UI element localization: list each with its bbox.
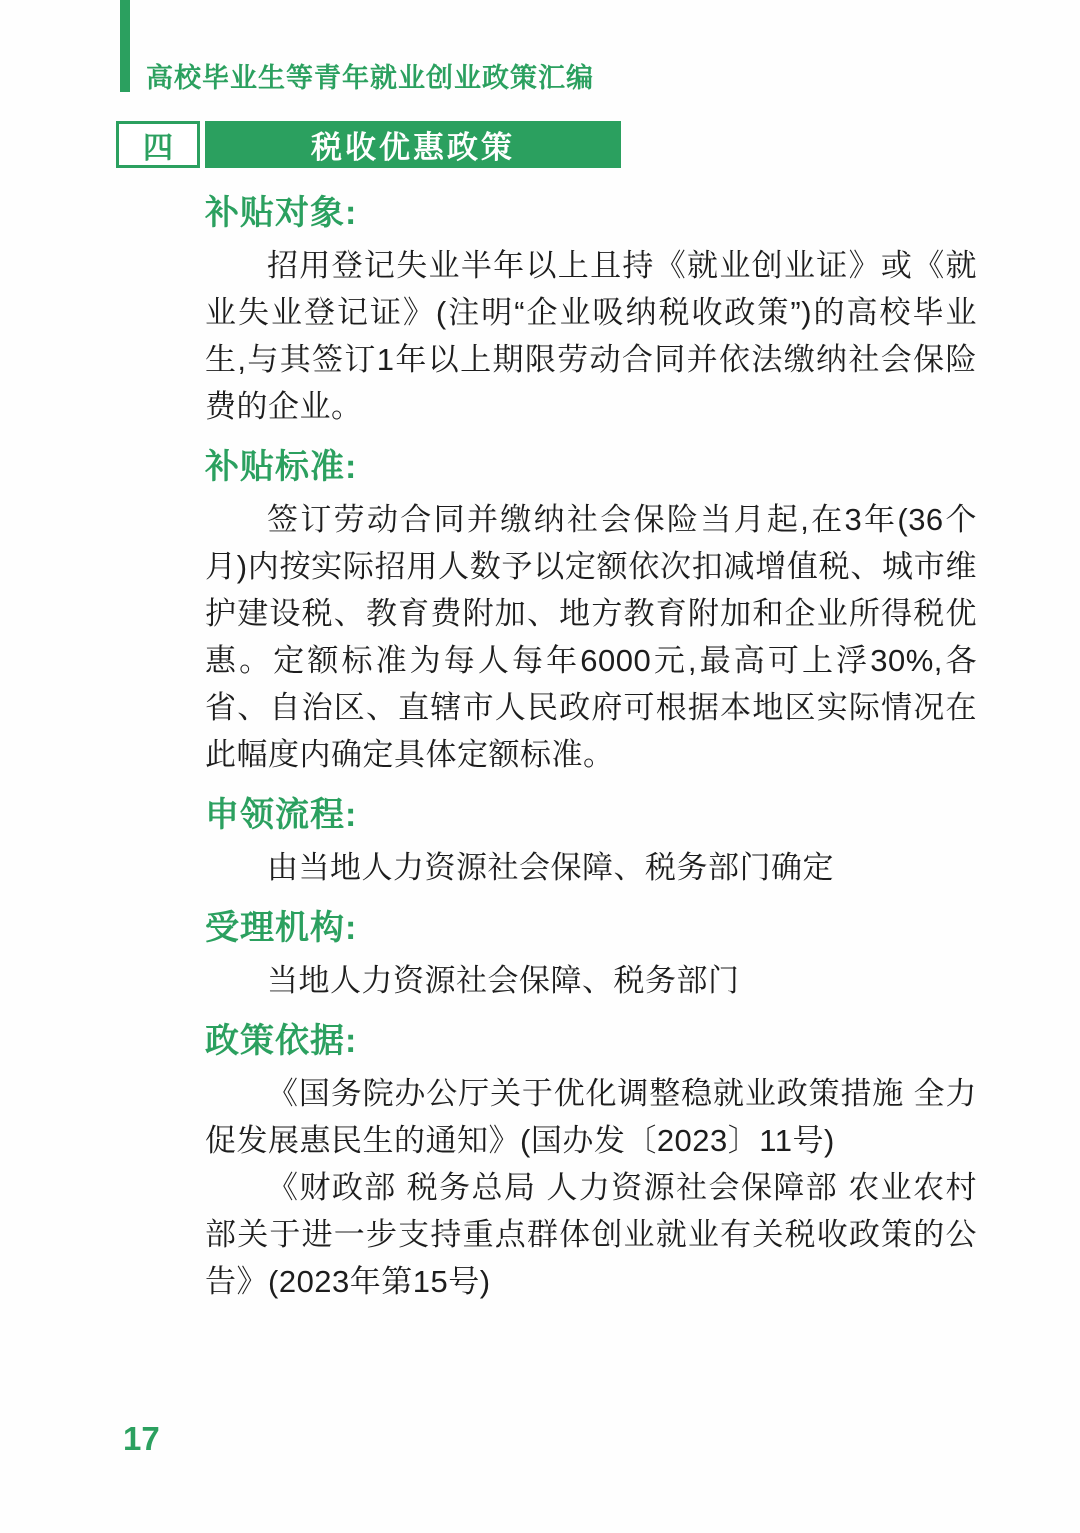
page-content — [205, 190, 977, 1305]
section-paragraph: 《财政部 税务总局 人力资源社会保障部 农业农村部关于进一步支持重点群体创业就业有关税收政策的公告》(2023年第15号) — [205, 1170, 977, 1299]
section-paragraph: 当地人力资源社会保障、税务部门 — [267, 963, 740, 998]
section-number-box: 四 — [116, 121, 200, 168]
section-heading: 申领流程: — [205, 796, 358, 834]
section-heading: 政策依据: — [205, 1022, 358, 1060]
header-accent-bar — [120, 0, 130, 92]
section-subsidy-target — [205, 190, 977, 430]
section-banner — [116, 121, 621, 168]
page-number: 17 — [123, 1420, 160, 1457]
section-policy-basis — [205, 1018, 977, 1305]
section-heading: 受理机构: — [205, 909, 358, 947]
section-subsidy-standard — [205, 444, 977, 778]
section-heading: 补贴标准: — [205, 448, 358, 486]
section-paragraph: 签订劳动合同并缴纳社会保险当月起,在3年(36个月)内按实际招用人数予以定额依次扣减增值税、城市维护建设税、教育费附加、地方教育附加和企业所得税优惠。定额标准为每人每年6000元,最高可上浮30%,各省、自治区、直辖市人民政府可根据本地区实际情况在此幅度内确定具体定额标准。 — [205, 502, 977, 772]
booklet-title: 高校毕业生等青年就业创业政策汇编 — [146, 63, 594, 93]
section-heading: 补贴对象: — [205, 194, 358, 232]
section-accepting-agency — [205, 905, 977, 1004]
section-paragraph: 《国务院办公厅关于优化调整稳就业政策措施 全力促发展惠民生的通知》(国办发〔2023〕11号) — [205, 1076, 977, 1158]
section-paragraph: 招用登记失业半年以上且持《就业创业证》或《就业失业登记证》(注明“企业吸纳税收政策”)的高校毕业生,与其签订1年以上期限劳动合同并依法缴纳社会保险费的企业。 — [205, 248, 977, 424]
section-paragraph: 由当地人力资源社会保障、税务部门确定 — [267, 850, 834, 885]
section-application-process — [205, 792, 977, 891]
section-title-banner: 税收优惠政策 — [205, 121, 621, 168]
